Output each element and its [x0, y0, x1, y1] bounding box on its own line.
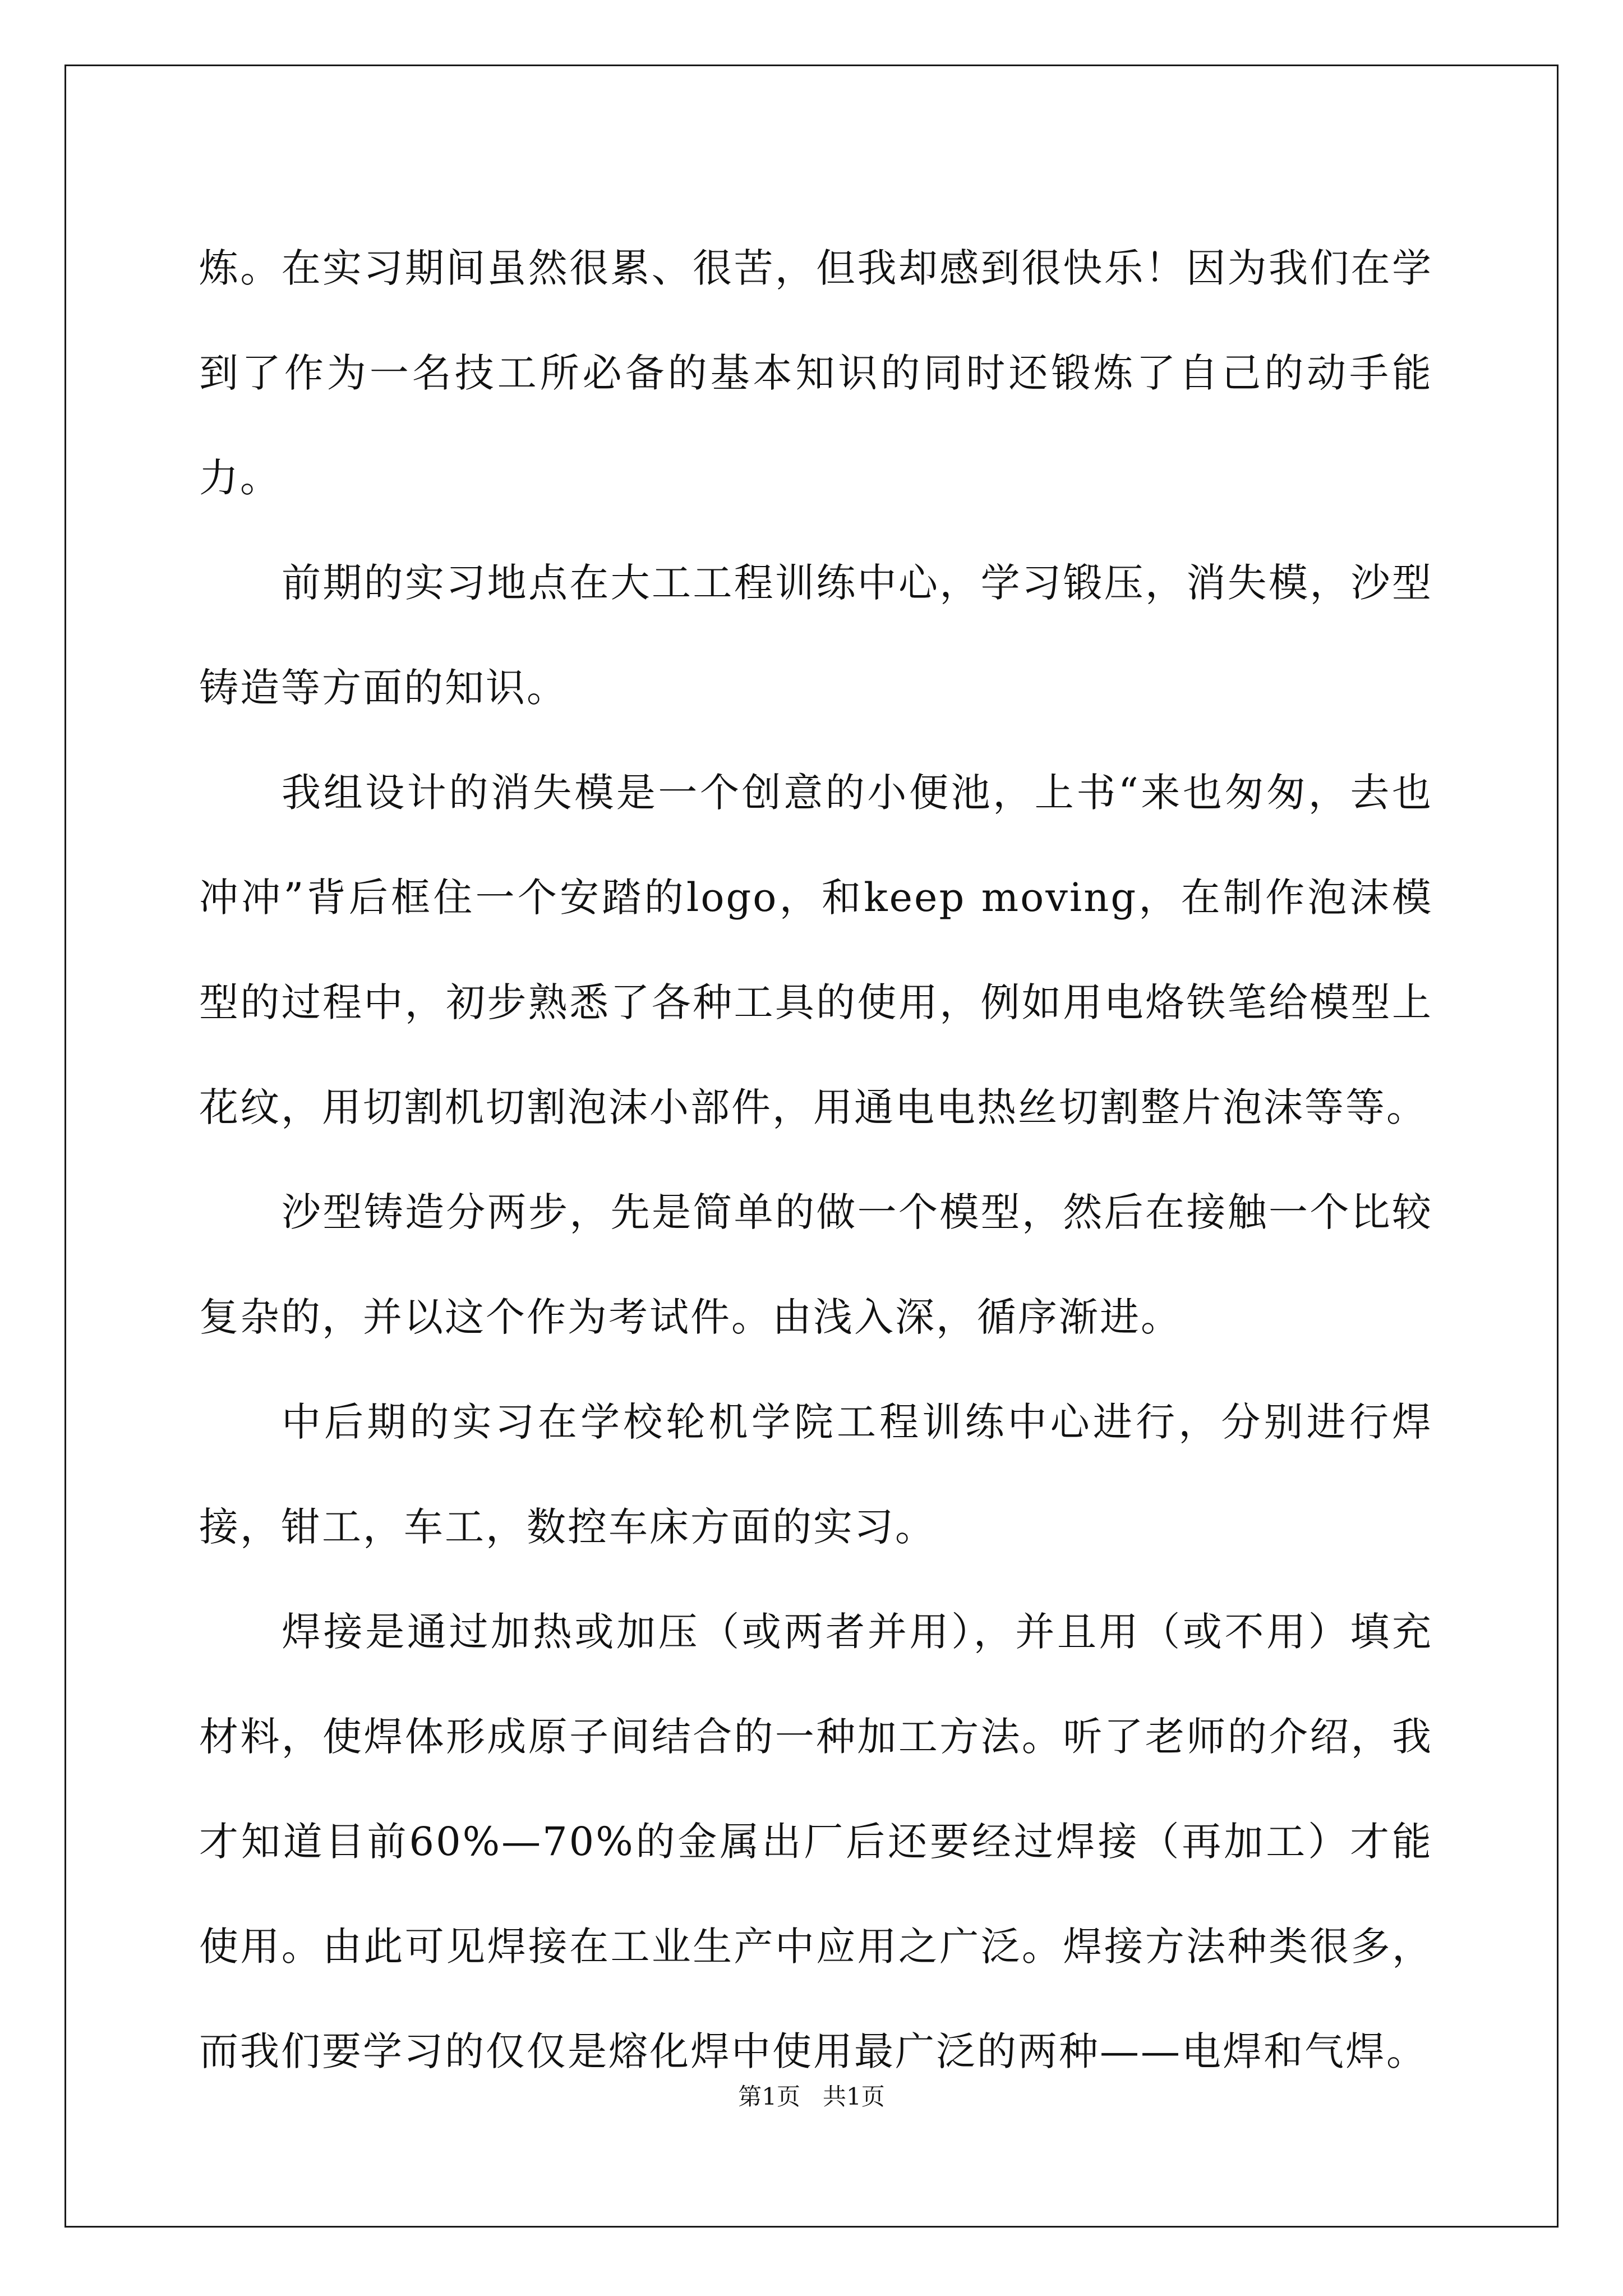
- page-total: 共1页: [823, 2083, 885, 2110]
- paragraph-5: 中后期的实习在学校轮机学院工程训练中心进行，分别进行焊接，钳工，车工，数控车床方面的实习。: [199, 1399, 1433, 1550]
- page-number: 第1页: [738, 2083, 800, 2110]
- paragraph-4: 沙型铸造分两步，先是简单的做一个模型，然后在接触一个比较复杂的，并以这个作为考试件。由浅入深，循序渐进。: [199, 1189, 1433, 1340]
- document-body: [199, 216, 1433, 2104]
- paragraph-1: 炼。在实习期间虽然很累、很苦，但我却感到很快乐！因为我们在学到了作为一名技工所必备的基本知识的同时还锻炼了自己的动手能力。: [199, 245, 1433, 501]
- paragraph-3: 我组设计的消失模是一个创意的小便池，上书“来也匆匆，去也冲冲”背后框住一个安踏的logo，和keep moving，在制作泡沫模型的过程中，初步熟悉了各种工具的使用，例如用电烙铁笔给模型上花纹，用切割机切割泡沫小部件，用通电电热丝切割整片泡沫等等。: [199, 770, 1433, 1130]
- paragraph-6: 焊接是通过加热或加压（或两者并用），并且用（或不用）填充材料，使焊体形成原子间结合的一种加工方法。听了老师的介绍，我才知道目前60%—70%的金属出厂后还要经过焊接（再加工）才能使用。由此可见焊接在工业生产中应用之广泛。焊接方法种类很多，而我们要学习的仅仅是熔化焊中使用最广泛的两种——电焊和气焊。: [199, 1609, 1433, 2074]
- paragraph-2: 前期的实习地点在大工工程训练中心，学习锻压，消失模，沙型铸造等方面的知识。: [199, 560, 1433, 711]
- page-footer: [0, 2078, 1623, 2112]
